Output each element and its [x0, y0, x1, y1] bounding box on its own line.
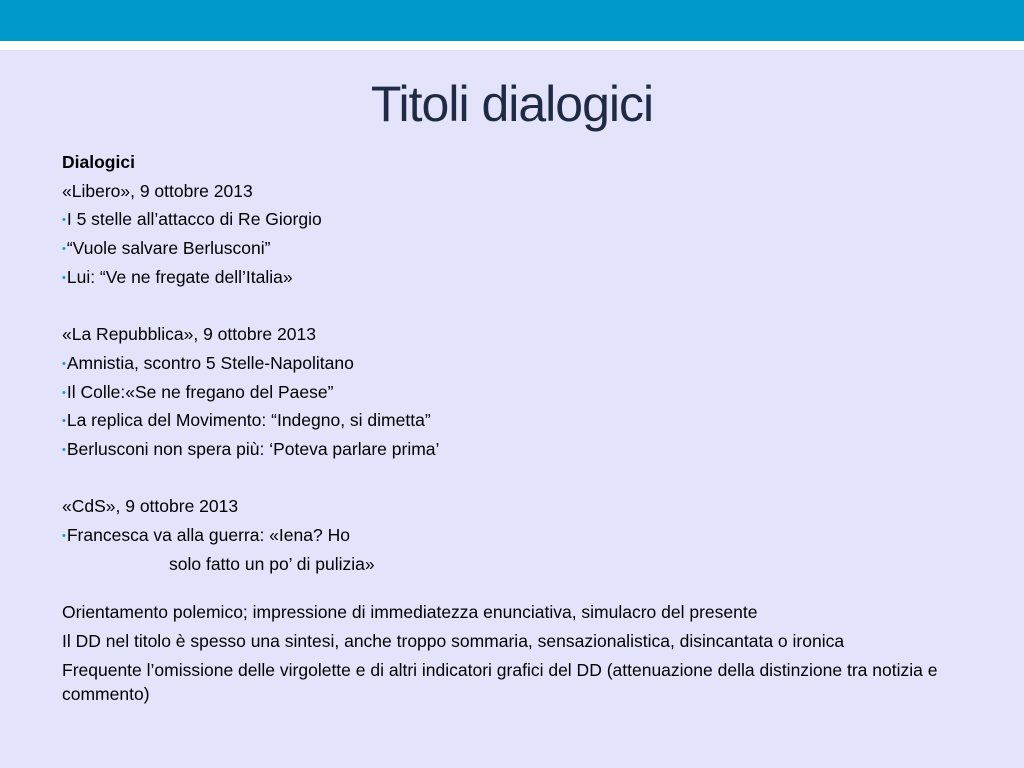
source-libero: «Libero», 9 ottobre 2013	[62, 180, 253, 201]
bullet-icon: •	[62, 357, 66, 370]
list-item: •La replica del Movimento: “Indegno, si dimetta”	[62, 410, 431, 431]
list-item: •I 5 stelle all’attacco di Re Giorgio	[62, 209, 322, 230]
top-separator	[0, 41, 1024, 50]
paragraph: Frequente l’omissione delle virgolette e di altri indicatori grafici del DD (attenuazione della distinzione tra notizia e commento)	[62, 660, 938, 705]
list-item: •Amnistia, scontro 5 Stelle-Napolitano	[62, 352, 354, 373]
source-repubblica: «La Repubblica», 9 ottobre 2013	[62, 324, 316, 345]
spacer	[62, 464, 962, 493]
slide-title: Titoli dialogici	[370, 76, 654, 132]
bullet-icon: •	[62, 443, 66, 456]
paragraph: Il DD nel titolo è spesso una sintesi, anche troppo sommaria, sensazionalistica, disincantata o ironica	[62, 631, 845, 652]
source-cds: «CdS», 9 ottobre 2013	[62, 496, 239, 517]
list-item: •Lui: “Ve ne fregate dell’Italia»	[62, 266, 293, 287]
list-item-continuation: solo fatto un po’ di pulizia»	[169, 553, 375, 574]
bullet-icon: •	[62, 529, 66, 542]
spacer	[62, 291, 962, 320]
bullet-icon: •	[62, 271, 66, 284]
list-item: •Francesca va alla guerra: «Iena? Ho	[62, 524, 350, 545]
bullet-icon: •	[62, 415, 66, 428]
paragraph: Orientamento polemico; impressione di immediatezza enunciativa, simulacro del presente	[62, 602, 758, 623]
spacer	[62, 578, 962, 598]
list-item: •“Vuole salvare Berlusconi”	[62, 238, 271, 259]
section-heading: Dialogici	[62, 152, 135, 172]
list-item: •Berlusconi non spera più: ‘Poteva parlare prima’	[62, 438, 440, 459]
list-item: •Il Colle:«Se ne fregano del Paese”	[62, 381, 334, 402]
slide-body	[62, 148, 962, 706]
bullet-icon: •	[62, 214, 66, 227]
top-accent-bar	[0, 0, 1024, 41]
bullet-icon: •	[62, 243, 66, 256]
bullet-icon: •	[62, 386, 66, 399]
